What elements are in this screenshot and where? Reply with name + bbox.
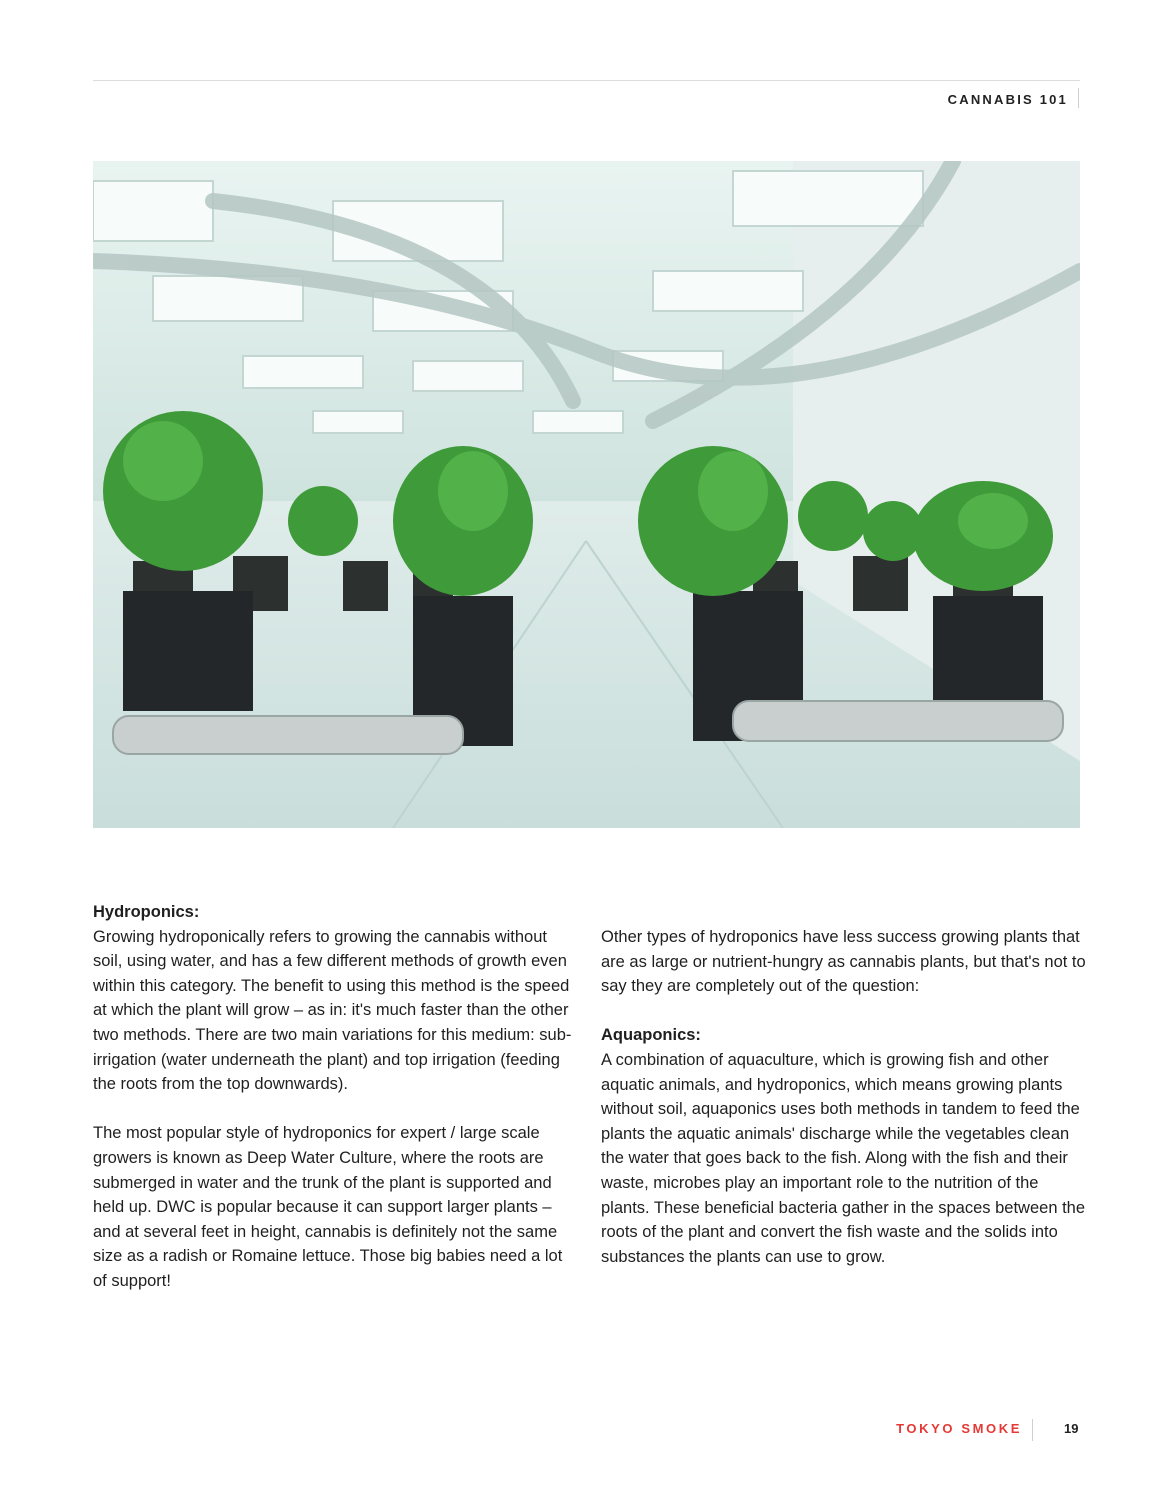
other-types-paragraph: Other types of hydroponics have less success growing plants that are as large or nutrient-hungry as cannabis plants, but that's not to say they are completely out of the question: <box>601 928 1086 996</box>
hydroponics-paragraph-1: Growing hydroponically refers to growing the cannabis without soil, using water, and has a few different methods of growth even within this category. The benefit to using this method is the speed at which the plant will grow – as in: it's much faster than the other two methods. There are two main variations for this medium: sub-irrigation (water underneath the plant) and top irrigation (feeding the roots from the top downwards). <box>93 927 572 1094</box>
grow-room-photo <box>93 161 1080 828</box>
hydroponic-grow-room-icon <box>93 161 1080 828</box>
aquaponics-paragraph: A combination of aquaculture, which is growing fish and other aquatic animals, and hydroponics, which means growing plants without soil, aquaponics uses both methods in tandem to feed the plants the aquatic animals' discharge while the vegetables clean the water that goes back to the fish. Along with the fish and their waste, microbes play an important role to the nutrition of the plants. These beneficial bacteria gather in the spaces between the roots of the plant and convert the fish waste and the solids into substances the plants can use to grow. <box>601 1050 1086 1266</box>
section-label: CANNABIS 101 <box>947 92 1068 107</box>
footer-divider <box>1032 1419 1033 1441</box>
header-divider <box>1078 88 1079 108</box>
page-number: 19 <box>1064 1421 1079 1436</box>
hydroponics-heading: Hydroponics: <box>93 903 200 921</box>
left-column <box>93 900 579 1294</box>
header-rule <box>93 80 1080 81</box>
aquaponics-heading: Aquaponics: <box>601 1026 701 1045</box>
right-column <box>601 925 1087 1269</box>
footer-brand: TOKYO SMOKE <box>896 1421 1022 1436</box>
hydroponics-paragraph-2: The most popular style of hydroponics for expert / large scale growers is known as Deep Water Culture, where the roots are submerged in water and the trunk of the plant is supported and held up. DWC is popular because it can support larger plants – and at several feet in height, cannabis is definitely not the same size as a radish or Romaine lettuce. Those big babies need a lot of support! <box>93 1124 563 1290</box>
